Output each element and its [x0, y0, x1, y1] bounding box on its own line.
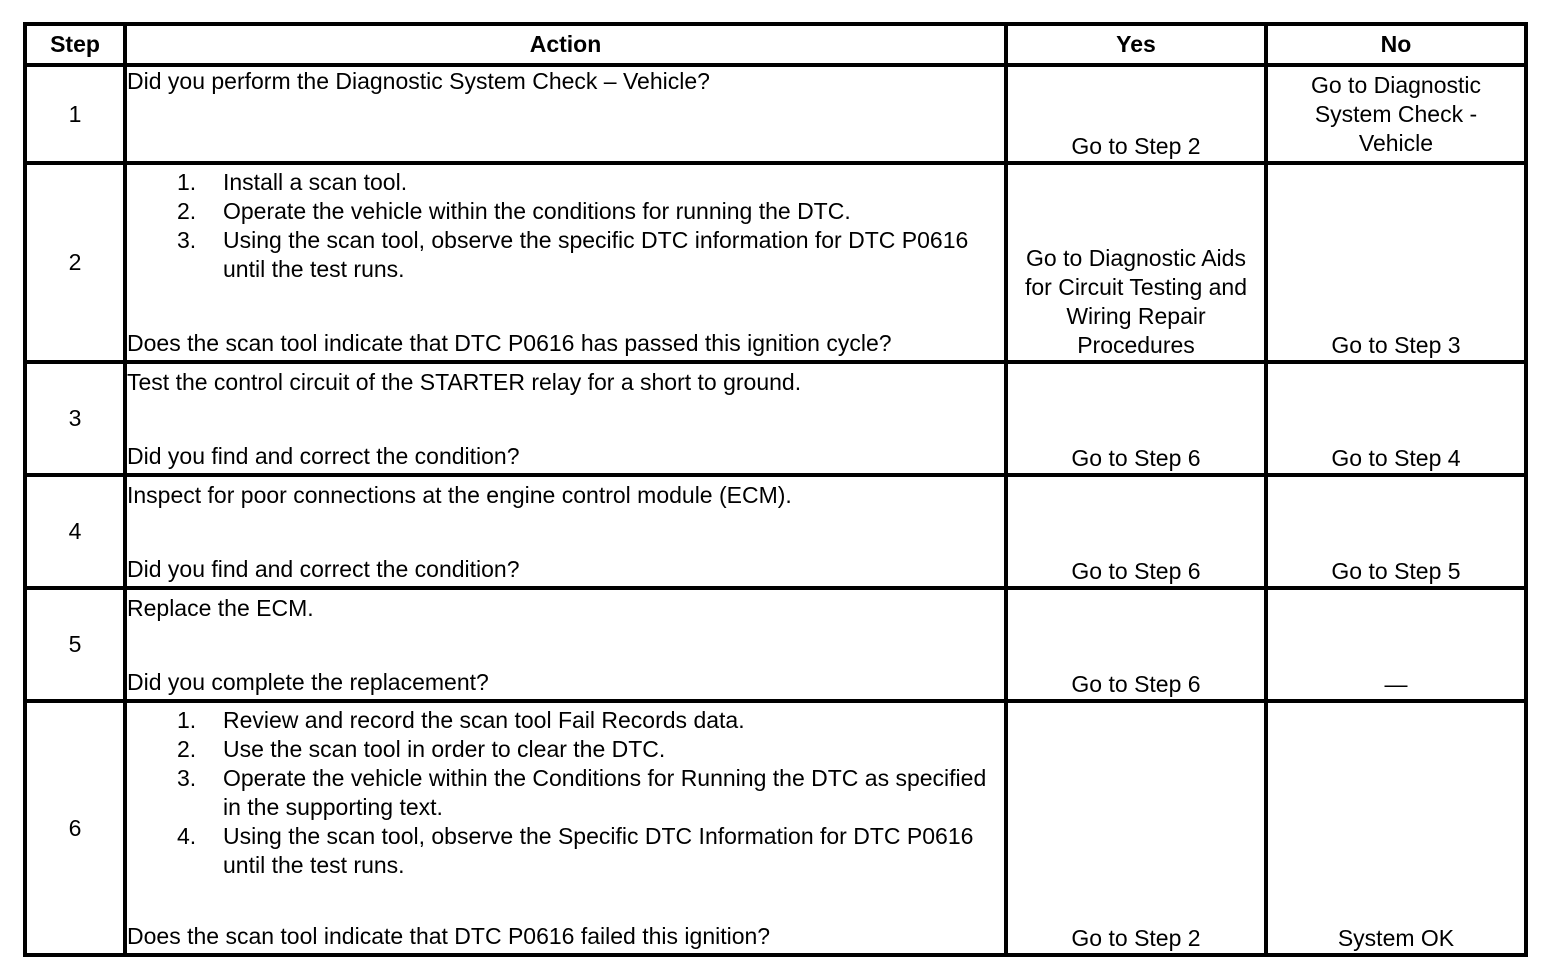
yes-result-text: Go to Diagnostic Aids for Circuit Testing and Wiring Repair Procedures — [1024, 245, 1247, 358]
header-row — [25, 24, 1526, 65]
action-cell — [125, 588, 1006, 701]
list-item: 4. Using the scan tool, observe the Specific DTC Information for DTC P0616 until the test runs. — [177, 823, 974, 878]
step-number: 4 — [25, 475, 125, 588]
step-number: 1 — [25, 65, 125, 163]
list-item: 1. Install a scan tool. — [177, 169, 408, 195]
action-steps-list — [127, 168, 1004, 284]
header-step: Step — [25, 24, 125, 65]
yes-result: Go to Step 6 — [1006, 475, 1266, 588]
action-question: Did you perform the Diagnostic System Check – Vehicle? — [127, 68, 710, 94]
step-number: 2 — [25, 163, 125, 362]
yes-result: Go to Step 2 — [1006, 65, 1266, 163]
header-no: No — [1266, 24, 1526, 65]
no-result: Go to Step 5 — [1266, 475, 1526, 588]
action-cell — [125, 163, 1006, 362]
action-steps-list — [127, 706, 1004, 880]
list-item: 2. Use the scan tool in order to clear the DTC. — [177, 736, 666, 762]
list-item: 1. Review and record the scan tool Fail Records data. — [177, 707, 745, 733]
yes-result: Go to Step 6 — [1006, 362, 1266, 475]
yes-result — [1006, 163, 1266, 362]
action-instruction: Replace the ECM. — [127, 595, 314, 621]
no-result: Go to Step 4 — [1266, 362, 1526, 475]
table-row — [25, 475, 1526, 588]
action-cell — [125, 65, 1006, 163]
no-result-text: Go to Diagnostic System Check - Vehicle — [1310, 71, 1482, 156]
table-row — [25, 65, 1526, 163]
action-cell — [125, 475, 1006, 588]
no-result — [1266, 65, 1526, 163]
action-cell — [125, 701, 1006, 955]
table-row — [25, 362, 1526, 475]
yes-result: Go to Step 2 — [1006, 701, 1266, 955]
action-question: Did you find and correct the condition? — [127, 443, 520, 469]
no-result: Go to Step 3 — [1266, 163, 1526, 362]
no-result: System OK — [1266, 701, 1526, 955]
table-row — [25, 588, 1526, 701]
no-result: — — [1266, 588, 1526, 701]
action-question: Does the scan tool indicate that DTC P0616 has passed this ignition cycle? — [127, 330, 892, 356]
yes-result: Go to Step 6 — [1006, 588, 1266, 701]
header-action: Action — [125, 24, 1006, 65]
action-cell — [125, 362, 1006, 475]
table-row — [25, 701, 1526, 955]
step-number: 6 — [25, 701, 125, 955]
table-row — [25, 163, 1526, 362]
action-instruction: Inspect for poor connections at the engine control module (ECM). — [127, 482, 792, 508]
header-yes: Yes — [1006, 24, 1266, 65]
action-question: Did you complete the replacement? — [127, 669, 489, 695]
action-question: Did you find and correct the condition? — [127, 556, 520, 582]
list-item: 3. Using the scan tool, observe the specific DTC information for DTC P0616 until the test runs. — [177, 227, 969, 282]
step-number: 3 — [25, 362, 125, 475]
list-item: 2. Operate the vehicle within the conditions for running the DTC. — [177, 198, 851, 224]
action-question: Does the scan tool indicate that DTC P0616 failed this ignition? — [127, 923, 771, 949]
action-instruction: Test the control circuit of the STARTER relay for a short to ground. — [127, 369, 802, 395]
diagnostic-table — [23, 22, 1528, 957]
step-number: 5 — [25, 588, 125, 701]
list-item: 3. Operate the vehicle within the Conditions for Running the DTC as specified in the supporting text. — [177, 765, 987, 820]
